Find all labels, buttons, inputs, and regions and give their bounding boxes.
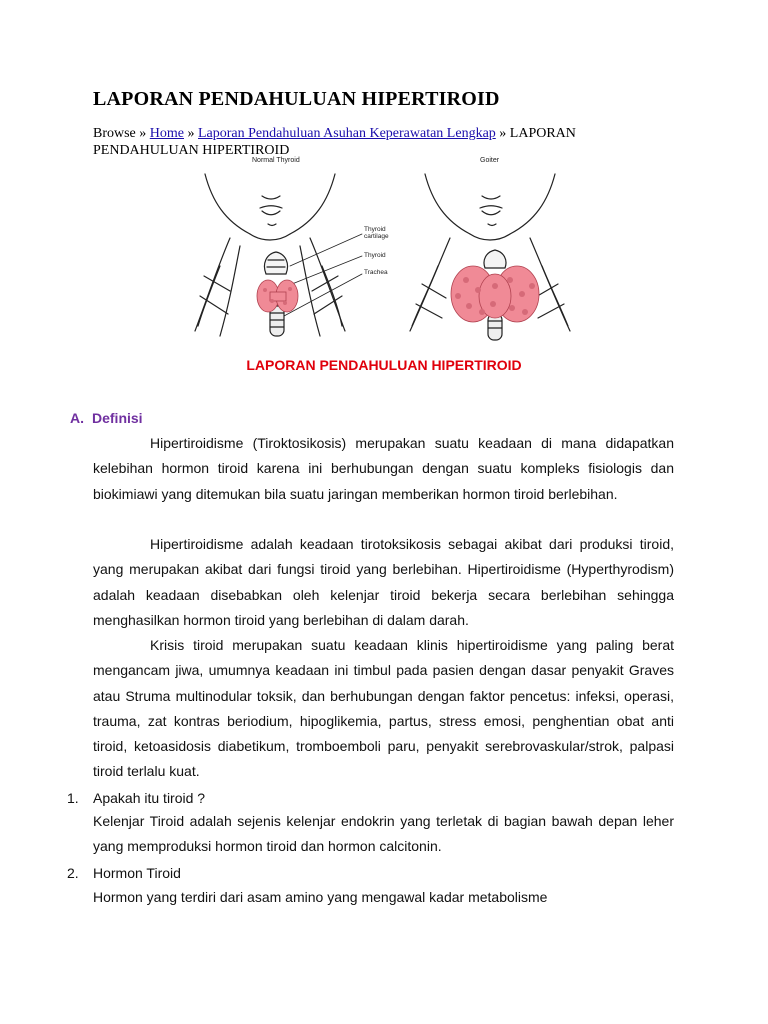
list-item-title: Apakah itu tiroid ? [93, 790, 206, 806]
breadcrumb [93, 125, 653, 159]
thyroid-label: Thyroid [364, 252, 386, 259]
list-item-number: 1. [67, 790, 79, 806]
document-heading: LAPORAN PENDAHULUAN HIPERTIROID [246, 357, 522, 373]
breadcrumb-category-link[interactable]: Laporan Pendahuluan Asuhan Keperawatan Lengkap [198, 126, 496, 141]
section-title: Definisi [92, 410, 143, 426]
thyroid-illustration [190, 156, 580, 346]
section-heading-definisi [70, 410, 143, 426]
thyroid-diagram [190, 156, 580, 346]
goiter-caption: Goiter [480, 157, 500, 164]
page-title: LAPORAN PENDAHULUAN HIPERTIROID [93, 88, 500, 110]
thyroid-cartilage-label: Thyroid cartilage [364, 226, 389, 240]
breadcrumb-separator: » [499, 126, 507, 141]
breadcrumb-prefix: Browse [93, 126, 136, 141]
breadcrumb-home-link[interactable]: Home [149, 126, 184, 141]
breadcrumb-separator: » [187, 126, 195, 141]
breadcrumb-current: LAPORAN PENDAHULUAN HIPERTIROID [93, 126, 576, 158]
normal-thyroid-caption: Normal Thyroid [252, 157, 300, 164]
list-item-number: 2. [67, 865, 79, 881]
paragraph: Krisis tiroid merupakan suatu keadaan klinis hipertiroidisme yang paling berat mengancam jiwa, umumnya keadaan ini timbul pada pasien dengan dasar penyakit Graves atau Struma multinodular toksik, dan berhubungan dengan faktor pencetus: infeksi, operasi, trauma, zat kontras beriodium, hipoglikemia, partus, stress emosi, penghentian obat anti tiroid, ketoasidosis diabetikum, tromboemboli paru, penyakit serebrovaskular/strok, palpasi tiroid terlalu kuat. [93, 637, 674, 780]
paragraph: Hipertiroidisme adalah keadaan tirotoksikosis sebagai akibat dari produksi tiroid, yang merupakan akibat dari fungsi tiroid yang berlebihan. Hipertiroidisme (Hyperthyrodism) adalah keadaan disebabkan oleh kelenjar tiroid bekerja secara berlebihan sehingga menghasilkan hormon tiroid yang berlebihan di dalam darah. [93, 536, 674, 628]
breadcrumb-separator: » [139, 126, 147, 141]
trachea-label: Trachea [364, 269, 388, 276]
list-item-body: Hormon yang terdiri dari asam amino yang mengawal kadar metabolisme [93, 889, 548, 905]
paragraph: Hipertiroidisme (Tiroktosikosis) merupakan suatu keadaan di mana didapatkan kelebihan hormon tiroid karena ini berhubungan dengan suatu kompleks fisiologis dan biokimiawi yang ditemukan bila suatu jaringan memberikan hormon tiroid berlebihan. [93, 435, 674, 502]
list-item-title: Hormon Tiroid [93, 865, 181, 881]
list-item-body: Kelenjar Tiroid adalah sejenis kelenjar endokrin yang terletak di bagian bawah depan leher yang memproduksi hormon tiroid dan hormon calcitonin. [93, 813, 674, 855]
section-marker: A. [70, 410, 84, 426]
